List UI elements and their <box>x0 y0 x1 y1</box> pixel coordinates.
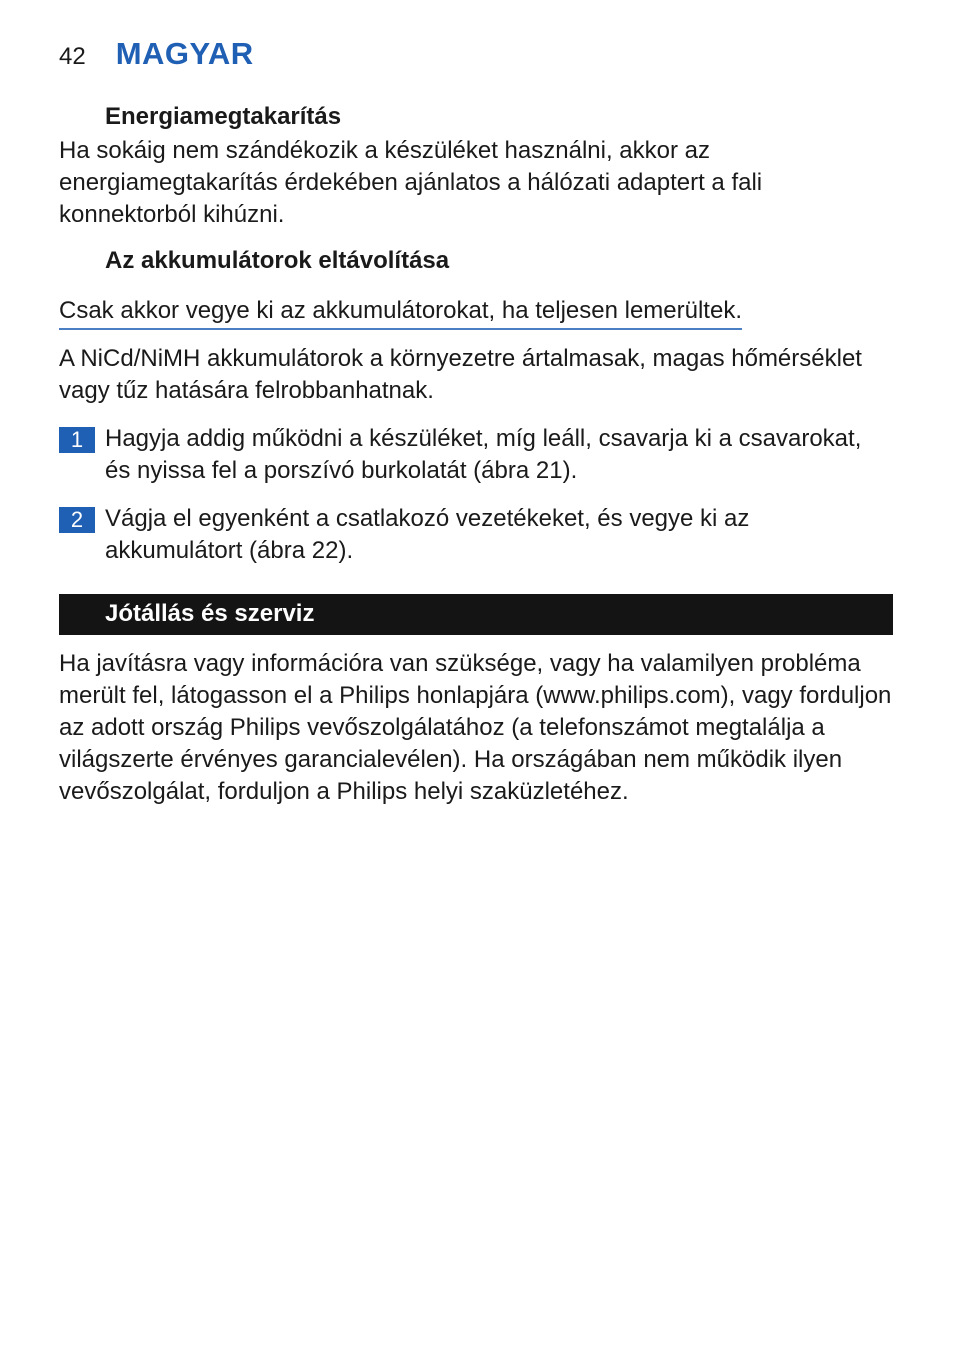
battery-warning: Csak akkor vegye ki az akkumulátorokat, ha teljesen lemerültek. <box>59 295 742 330</box>
step-text: Hagyja addig működni a készüléket, míg leáll, csavarja ki a csavarokat, és nyissa fel a porszívó burkolatát (ábra 21). <box>105 425 862 484</box>
page-number: 42 <box>59 43 86 70</box>
page-header <box>59 36 254 72</box>
warranty-paragraph: Ha javításra vagy információra van szüksége, vagy ha valamilyen probléma merült fel, látogasson el a Philips honlapjára (www.philips.com), vagy forduljon az adott ország Philips vevőszolgálatához (a telefonszámot megtalálja a világszerte érvényes garancialevélen). Ha országában nem működik ilyen vevőszolgálat, forduljon a Philips helyi szaküzletéhez. <box>59 650 892 805</box>
step-number-badge: 1 <box>59 427 95 453</box>
battery-paragraph: A NiCd/NiMH akkumulátorok a környezetre ártalmasak, magas hőmérséklet vagy tűz hatására felrobbanhatnak. <box>59 345 862 404</box>
warranty-section-bar <box>59 594 893 635</box>
step-text: Vágja el egyenként a csatlakozó vezetékeket, és vegye ki az akkumulátort (ábra 22). <box>105 505 750 564</box>
battery-removal-heading: Az akkumulátorok eltávolítása <box>105 247 450 274</box>
language-title: MAGYAR <box>115 36 254 71</box>
energy-paragraph: Ha sokáig nem szándékozik a készüléket használni, akkor az energiamegtakarítás érdekében ajánlatos a hálózati adaptert a fali konnektorból kihúzni. <box>59 137 763 228</box>
step-number-badge: 2 <box>59 507 95 533</box>
energy-heading: Energiamegtakarítás <box>105 103 342 130</box>
warranty-heading: Jótállás és szerviz <box>105 600 315 627</box>
